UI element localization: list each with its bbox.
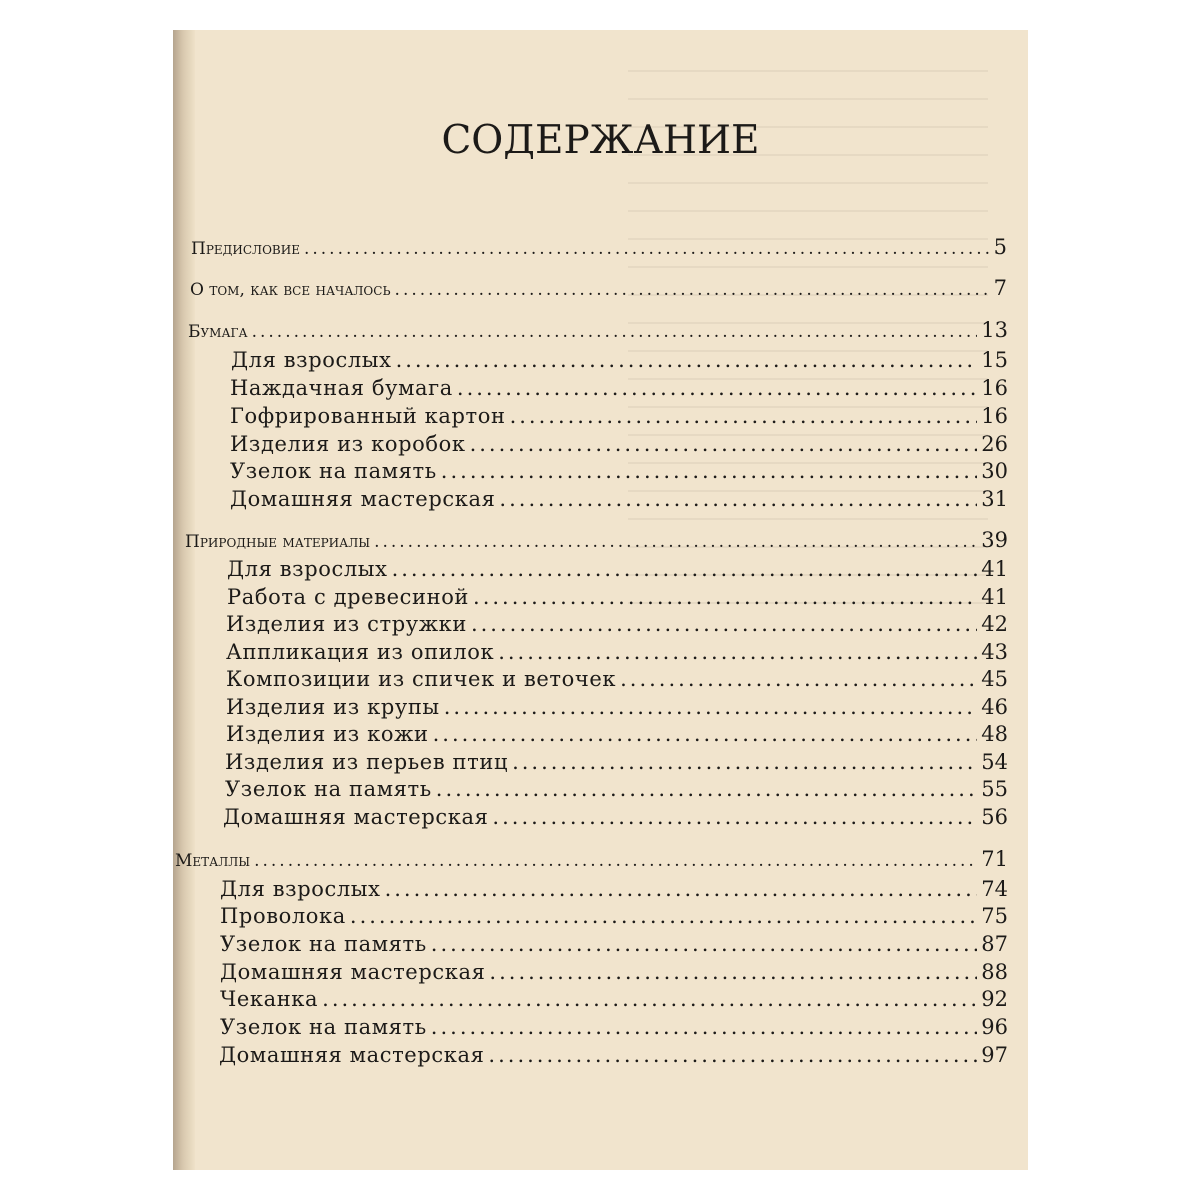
toc-page-number: 88	[981, 960, 1008, 984]
toc-page-number: 54	[981, 750, 1008, 774]
toc-leader	[350, 904, 977, 928]
toc-item	[220, 987, 1008, 1011]
toc-leader	[436, 777, 977, 801]
toc-leader	[254, 851, 977, 871]
toc-leader	[492, 805, 977, 829]
toc-item	[230, 487, 1008, 511]
toc-page-number: 30	[981, 459, 1008, 483]
toc-item	[220, 960, 1008, 984]
toc-label: Наждачная бумага	[230, 376, 453, 400]
toc-page-number: 56	[981, 805, 1008, 829]
toc-page-number: 74	[981, 877, 1008, 901]
toc-section-paper	[188, 318, 1008, 342]
toc-leader	[431, 1015, 977, 1039]
toc-label: Для взрослых	[220, 877, 381, 901]
toc-leader	[470, 432, 978, 456]
toc-leader	[396, 348, 978, 372]
toc-label: Домашняя мастерская	[220, 960, 486, 984]
toc-item	[230, 459, 1008, 483]
page-title: СОДЕРЖАНИЕ	[441, 118, 760, 163]
toc-label: Изделия из крупы	[226, 695, 440, 719]
toc-page-number: 41	[981, 557, 1008, 581]
toc-label: О том, как все началось	[190, 280, 391, 300]
toc-item	[225, 777, 1008, 801]
toc-item	[220, 932, 1008, 956]
toc-page-number: 7	[993, 276, 1007, 300]
toc-leader	[512, 750, 977, 774]
toc-item	[230, 404, 1008, 428]
toc-page-number: 45	[981, 667, 1008, 691]
toc-label: Изделия из кожи	[226, 722, 429, 746]
toc-item	[226, 695, 1008, 719]
toc-item	[226, 667, 1008, 691]
toc-page-number: 55	[981, 777, 1008, 801]
toc-leader	[433, 722, 978, 746]
toc-label: Узелок на память	[220, 1015, 427, 1039]
toc-page-number: 46	[981, 695, 1008, 719]
toc-label: Работа с древесиной	[227, 585, 470, 609]
toc-leader	[444, 695, 978, 719]
toc-leader	[620, 667, 977, 691]
toc-item	[225, 750, 1008, 774]
toc-page-number: 26	[981, 432, 1008, 456]
toc-item	[227, 585, 1008, 609]
toc-item	[220, 904, 1008, 928]
toc-page-number: 43	[981, 640, 1008, 664]
toc-item	[226, 640, 1008, 664]
toc-page-number: 71	[981, 847, 1008, 871]
toc-page-number: 75	[981, 904, 1008, 928]
toc-page-number: 16	[981, 376, 1008, 400]
toc-section-preface	[191, 235, 1007, 259]
toc-item	[226, 612, 1008, 636]
toc-label: Металлы	[175, 851, 251, 871]
toc-label: Гофрированный картон	[230, 404, 506, 428]
toc-page-number: 15	[981, 348, 1008, 372]
toc-label: Узелок на память	[220, 932, 427, 956]
toc-page-number: 96	[981, 1015, 1008, 1039]
toc-leader	[304, 239, 990, 259]
toc-page-number: 31	[981, 487, 1008, 511]
toc-leader	[431, 932, 977, 956]
toc-label: Домашняя мастерская	[230, 487, 496, 511]
toc-leader	[374, 532, 977, 552]
toc-page-number: 92	[981, 987, 1008, 1011]
toc-item	[230, 376, 1008, 400]
toc-label: Домашняя мастерская	[223, 805, 489, 829]
page-spine-shadow	[173, 30, 195, 1170]
toc-page-number: 87	[981, 932, 1008, 956]
toc-page-number: 5	[993, 235, 1007, 259]
toc-leader	[473, 585, 977, 609]
toc-leader	[392, 557, 978, 581]
toc-leader	[457, 376, 977, 400]
toc-item	[219, 1043, 1008, 1067]
toc-label: Бумага	[188, 322, 248, 342]
toc-leader	[489, 960, 977, 984]
toc-section-metals	[175, 847, 1008, 871]
toc-label: Домашняя мастерская	[219, 1043, 485, 1067]
toc-leader	[395, 280, 990, 300]
book-page	[173, 30, 1028, 1170]
toc-leader	[441, 459, 977, 483]
toc-label: Изделия из коробок	[230, 432, 466, 456]
toc-label: Узелок на память	[225, 777, 432, 801]
toc-leader	[498, 640, 977, 664]
toc-section-natural-materials	[185, 528, 1008, 552]
toc-item	[227, 557, 1008, 581]
toc-label: Узелок на память	[230, 459, 437, 483]
toc-label: Композиции из спичек и веточек	[226, 667, 617, 691]
toc-item	[231, 348, 1008, 372]
toc-leader	[488, 1043, 977, 1067]
toc-leader	[499, 487, 977, 511]
toc-leader	[510, 404, 978, 428]
toc-leader	[252, 322, 978, 342]
toc-label: Чеканка	[220, 987, 319, 1011]
toc-label: Для взрослых	[231, 348, 392, 372]
toc-page-number: 97	[981, 1043, 1008, 1067]
toc-page-number: 39	[981, 528, 1008, 552]
toc-section-start	[190, 276, 1007, 300]
toc-label: Изделия из перьев птиц	[225, 750, 509, 774]
toc-item	[226, 722, 1008, 746]
toc-label: Предисловие	[191, 239, 300, 259]
toc-page-number: 48	[981, 722, 1008, 746]
toc-leader	[471, 612, 977, 636]
toc-label: Проволока	[220, 904, 346, 928]
toc-label: Аппликация из опилок	[226, 640, 495, 664]
toc-page-number: 13	[981, 318, 1008, 342]
toc-page-number: 16	[981, 404, 1008, 428]
toc-label: Изделия из стружки	[226, 612, 467, 636]
toc-page-number: 41	[981, 585, 1008, 609]
toc-page-number: 42	[981, 612, 1008, 636]
toc-item	[220, 877, 1008, 901]
toc-item	[223, 805, 1008, 829]
toc-leader	[322, 987, 977, 1011]
toc-item	[220, 1015, 1008, 1039]
toc-label: Для взрослых	[227, 557, 388, 581]
toc-leader	[385, 877, 978, 901]
toc-item	[230, 432, 1008, 456]
toc-label: Природные материалы	[185, 532, 371, 552]
